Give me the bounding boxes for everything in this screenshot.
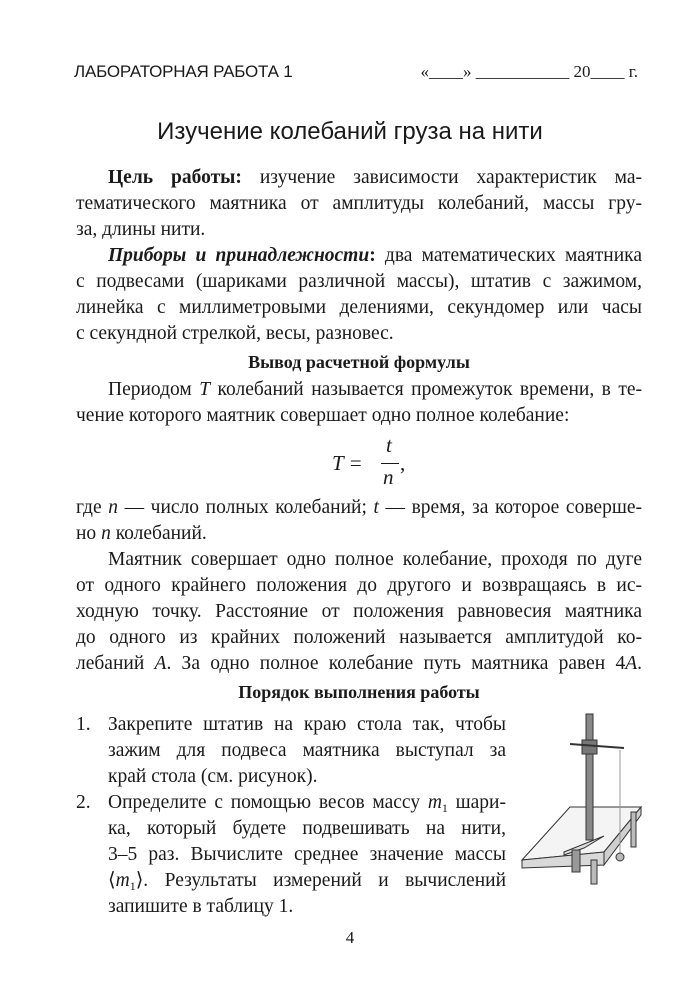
emphasis-text: T bbox=[199, 379, 211, 400]
text-segment: с секундной стрелкой, весы, разновес. bbox=[76, 323, 394, 344]
text-segment: Закрепите штатив на краю стола так, чтобы bbox=[108, 714, 506, 735]
emphasis-text: Приборы и принадлежности bbox=[108, 245, 370, 266]
section-heading: Вывод расчетной формулы bbox=[248, 352, 470, 372]
text-line bbox=[108, 894, 506, 920]
text-segment: Маятник совершает одно полное колебание, проходя по дуге bbox=[108, 549, 642, 570]
text-segment: колебаний называется промежуток времени, в те- bbox=[210, 379, 642, 400]
text-segment: шари- bbox=[447, 792, 506, 813]
text-line bbox=[76, 651, 642, 677]
text-line bbox=[76, 495, 642, 521]
text-line bbox=[76, 295, 642, 321]
page-number: 4 bbox=[345, 928, 355, 947]
formula-numerator: t bbox=[386, 433, 392, 457]
subscript: 1 bbox=[441, 801, 448, 815]
text-segment: до одного из крайних положений называется амплитудой ко- bbox=[76, 627, 642, 648]
list-number: 2. bbox=[76, 792, 91, 813]
text-segment: ⟩. Результаты измерений и вычислений bbox=[135, 870, 506, 891]
emphasis-text: A bbox=[154, 653, 167, 674]
text-line bbox=[76, 165, 642, 191]
fraction-bar bbox=[381, 463, 399, 464]
formula bbox=[76, 429, 642, 495]
text-segment: ⟨ bbox=[108, 870, 116, 891]
emphasis-text: t bbox=[373, 497, 379, 518]
section-heading: Порядок выполнения работы bbox=[238, 682, 480, 702]
emphasis-text: m bbox=[427, 792, 442, 813]
emphasis-text: n bbox=[108, 497, 118, 518]
emphasis-text: Цель работы: bbox=[108, 167, 242, 188]
text-line bbox=[76, 573, 642, 599]
text-segment: край стола (см. рисунок). bbox=[108, 766, 318, 787]
text-segment: лебаний bbox=[76, 653, 155, 674]
date-field: «____» ___________ 20____ г. bbox=[420, 62, 638, 81]
text-segment: от одного крайнего положения до другого и возвращаясь в ис- bbox=[76, 575, 642, 596]
text-line bbox=[108, 816, 506, 842]
text-segment: колебаний. bbox=[110, 523, 207, 544]
page-title: Изучение колебаний груза на нити bbox=[157, 118, 543, 145]
text-segment: ка, который будете подвешивать на нити, bbox=[108, 818, 506, 839]
text-line bbox=[76, 521, 642, 547]
text-line bbox=[76, 243, 642, 269]
text-segment: — число полных колебаний; bbox=[117, 497, 374, 518]
list-item bbox=[76, 712, 506, 790]
text-line bbox=[76, 625, 642, 651]
text-line bbox=[76, 321, 642, 347]
text-segment: . bbox=[637, 653, 642, 674]
list-number: 1. bbox=[76, 714, 91, 735]
formula-lhs: T = bbox=[332, 451, 363, 475]
text-segment: запишите в таблицу 1. bbox=[108, 896, 294, 917]
text-line bbox=[108, 764, 506, 790]
emphasis-text: m bbox=[115, 870, 130, 891]
text-segment: линейка с миллиметровыми делениями, секундомер или часы bbox=[76, 297, 642, 318]
text-segment: два математических маятника bbox=[375, 245, 642, 266]
text-line bbox=[108, 868, 506, 894]
text-line bbox=[108, 712, 506, 738]
text-segment: — время, за которое соверше- bbox=[378, 497, 643, 518]
text-segment: но bbox=[76, 523, 102, 544]
emphasis-text: n bbox=[101, 523, 111, 544]
text-line bbox=[76, 547, 642, 573]
text-segment: чение которого маятник совершает одно полное колебание: bbox=[76, 405, 570, 426]
text-line bbox=[108, 842, 506, 868]
text-line bbox=[76, 191, 642, 217]
text-segment: с подвесами (шариками различной массы), штатив с зажимом, bbox=[76, 271, 642, 292]
text-segment: Периодом bbox=[108, 379, 200, 400]
text-line bbox=[76, 377, 642, 403]
formula-denominator: n bbox=[383, 465, 394, 489]
pendulum-figure bbox=[506, 700, 676, 890]
emphasis-text: A bbox=[625, 653, 638, 674]
text-line bbox=[76, 599, 642, 625]
procedure-list bbox=[76, 712, 506, 920]
text-segment: где bbox=[76, 497, 109, 518]
text-line bbox=[108, 790, 506, 816]
text-line bbox=[76, 269, 642, 295]
body-text bbox=[76, 165, 642, 707]
subscript: 1 bbox=[129, 879, 136, 893]
list-item bbox=[76, 790, 506, 920]
text-segment: . За одно полное колебание путь маятника равен 4 bbox=[166, 653, 626, 674]
text-line bbox=[76, 217, 642, 243]
text-segment: за, длины нити. bbox=[76, 219, 206, 240]
text-segment: тематического маятника от амплитуды колебаний, массы гру- bbox=[76, 193, 642, 214]
text-segment: ходную точку. Расстояние от положения равновесия маятника bbox=[76, 601, 642, 622]
text-segment: 3–5 раз. Вычислите среднее значение массы bbox=[108, 844, 506, 865]
text-line bbox=[76, 403, 642, 429]
text-segment: зажим для подвеса маятника выступал за bbox=[108, 740, 506, 761]
text-segment: Определите с помощью весов массу bbox=[108, 792, 428, 813]
emphasis-text: : bbox=[369, 245, 376, 266]
formula-comma: , bbox=[400, 451, 406, 475]
running-header: ЛАБОРАТОРНАЯ РАБОТА 1 bbox=[74, 62, 293, 81]
text-segment: изучение зависимости характеристик ма- bbox=[241, 167, 643, 188]
text-line bbox=[108, 738, 506, 764]
